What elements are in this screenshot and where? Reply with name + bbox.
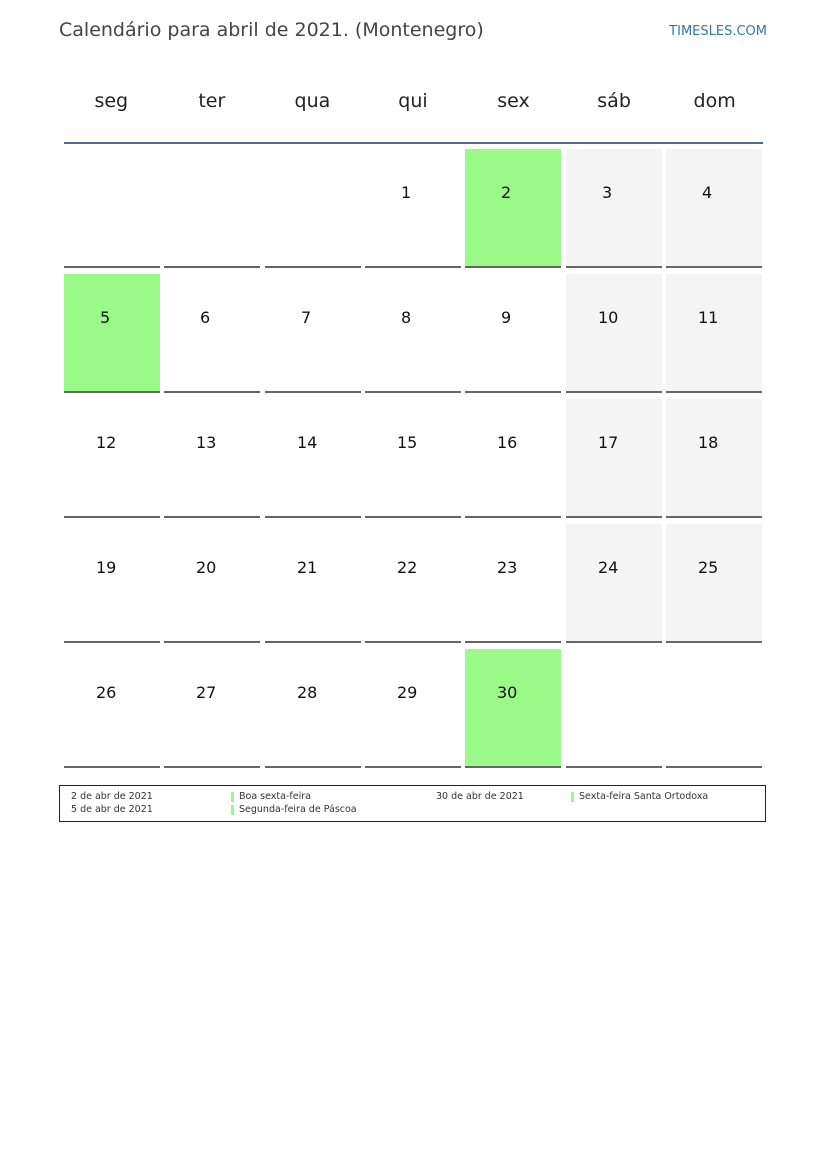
calendar-empty-cell [64, 149, 160, 268]
calendar-day-cell[interactable] [566, 149, 662, 268]
day-number: 19 [96, 558, 117, 577]
calendar-empty-cell [566, 649, 662, 768]
day-number: 24 [598, 558, 619, 577]
day-number: 8 [401, 308, 412, 327]
weekday-header-row [61, 90, 765, 112]
header-divider [64, 142, 763, 144]
day-number: 17 [598, 433, 619, 452]
calendar-day-cell[interactable] [465, 399, 561, 518]
calendar-day-cell[interactable] [465, 524, 561, 643]
day-number: 21 [297, 558, 318, 577]
day-number: 28 [297, 683, 318, 702]
calendar-day-cell[interactable] [465, 149, 561, 268]
calendar-day-cell[interactable] [164, 399, 260, 518]
calendar-day-cell[interactable] [365, 274, 461, 393]
day-number: 20 [196, 558, 217, 577]
day-number: 23 [497, 558, 518, 577]
calendar-day-cell[interactable] [566, 524, 662, 643]
calendar-day-cell[interactable] [64, 649, 160, 768]
calendar-day-cell[interactable] [265, 399, 361, 518]
day-number: 13 [196, 433, 217, 452]
legend-date: 30 de abr de 2021 [436, 791, 524, 802]
day-number: 6 [200, 308, 211, 327]
calendar-day-cell[interactable] [666, 149, 762, 268]
weekday-label: qui [398, 90, 428, 112]
calendar-day-cell[interactable] [265, 524, 361, 643]
day-number: 9 [501, 308, 512, 327]
day-number: 27 [196, 683, 217, 702]
calendar-day-cell[interactable] [164, 274, 260, 393]
calendar-day-cell[interactable] [64, 524, 160, 643]
weekday-label: ter [198, 90, 226, 112]
calendar-day-cell[interactable] [465, 649, 561, 768]
day-number: 5 [100, 308, 111, 327]
day-number: 3 [602, 183, 613, 202]
page-title: Calendário para abril de 2021. (Montenegro) [59, 19, 484, 41]
day-number: 1 [401, 183, 412, 202]
weekday-label: sex [497, 90, 530, 112]
legend-holiday-name: Segunda-feira de Páscoa [239, 804, 357, 815]
holiday-color-swatch [231, 792, 234, 802]
day-number: 16 [497, 433, 518, 452]
day-number: 22 [397, 558, 418, 577]
holiday-color-swatch [231, 805, 234, 815]
day-number: 25 [698, 558, 719, 577]
weekday-label: qua [294, 90, 331, 112]
day-number: 10 [598, 308, 619, 327]
calendar-day-cell[interactable] [365, 399, 461, 518]
day-number: 15 [397, 433, 418, 452]
calendar-day-cell[interactable] [164, 524, 260, 643]
calendar-day-cell[interactable] [465, 274, 561, 393]
calendar-day-cell[interactable] [566, 399, 662, 518]
calendar-empty-cell [666, 649, 762, 768]
day-number: 26 [96, 683, 117, 702]
calendar-day-cell[interactable] [265, 274, 361, 393]
holiday-color-swatch [571, 792, 574, 802]
day-number: 11 [698, 308, 719, 327]
calendar-day-cell[interactable] [365, 524, 461, 643]
calendar-day-cell[interactable] [64, 274, 160, 393]
calendar-day-cell[interactable] [365, 149, 461, 268]
weekday-label: seg [94, 90, 129, 112]
day-number: 2 [501, 183, 512, 202]
calendar-day-cell[interactable] [666, 274, 762, 393]
legend-date: 5 de abr de 2021 [71, 804, 153, 815]
day-number: 18 [698, 433, 719, 452]
calendar-day-cell[interactable] [666, 399, 762, 518]
calendar-empty-cell [265, 149, 361, 268]
calendar-day-cell[interactable] [265, 649, 361, 768]
calendar-day-cell[interactable] [164, 649, 260, 768]
brand-link[interactable]: TIMESLES.COM [669, 24, 767, 39]
weekday-label: dom [693, 90, 736, 112]
legend-date: 2 de abr de 2021 [71, 791, 153, 802]
calendar-day-cell[interactable] [566, 274, 662, 393]
day-number: 30 [497, 683, 518, 702]
day-number: 14 [297, 433, 318, 452]
calendar-day-cell[interactable] [666, 524, 762, 643]
day-number: 12 [96, 433, 117, 452]
legend-holiday-name: Sexta-feira Santa Ortodoxa [579, 791, 709, 802]
weekday-label: sáb [597, 90, 631, 112]
day-number: 29 [397, 683, 418, 702]
calendar-empty-cell [164, 149, 260, 268]
legend-holiday-name: Boa sexta-feira [239, 791, 311, 802]
holiday-legend [59, 785, 766, 822]
calendar-day-cell[interactable] [365, 649, 461, 768]
calendar-day-cell[interactable] [64, 399, 160, 518]
day-number: 4 [702, 183, 713, 202]
day-number: 7 [301, 308, 312, 327]
